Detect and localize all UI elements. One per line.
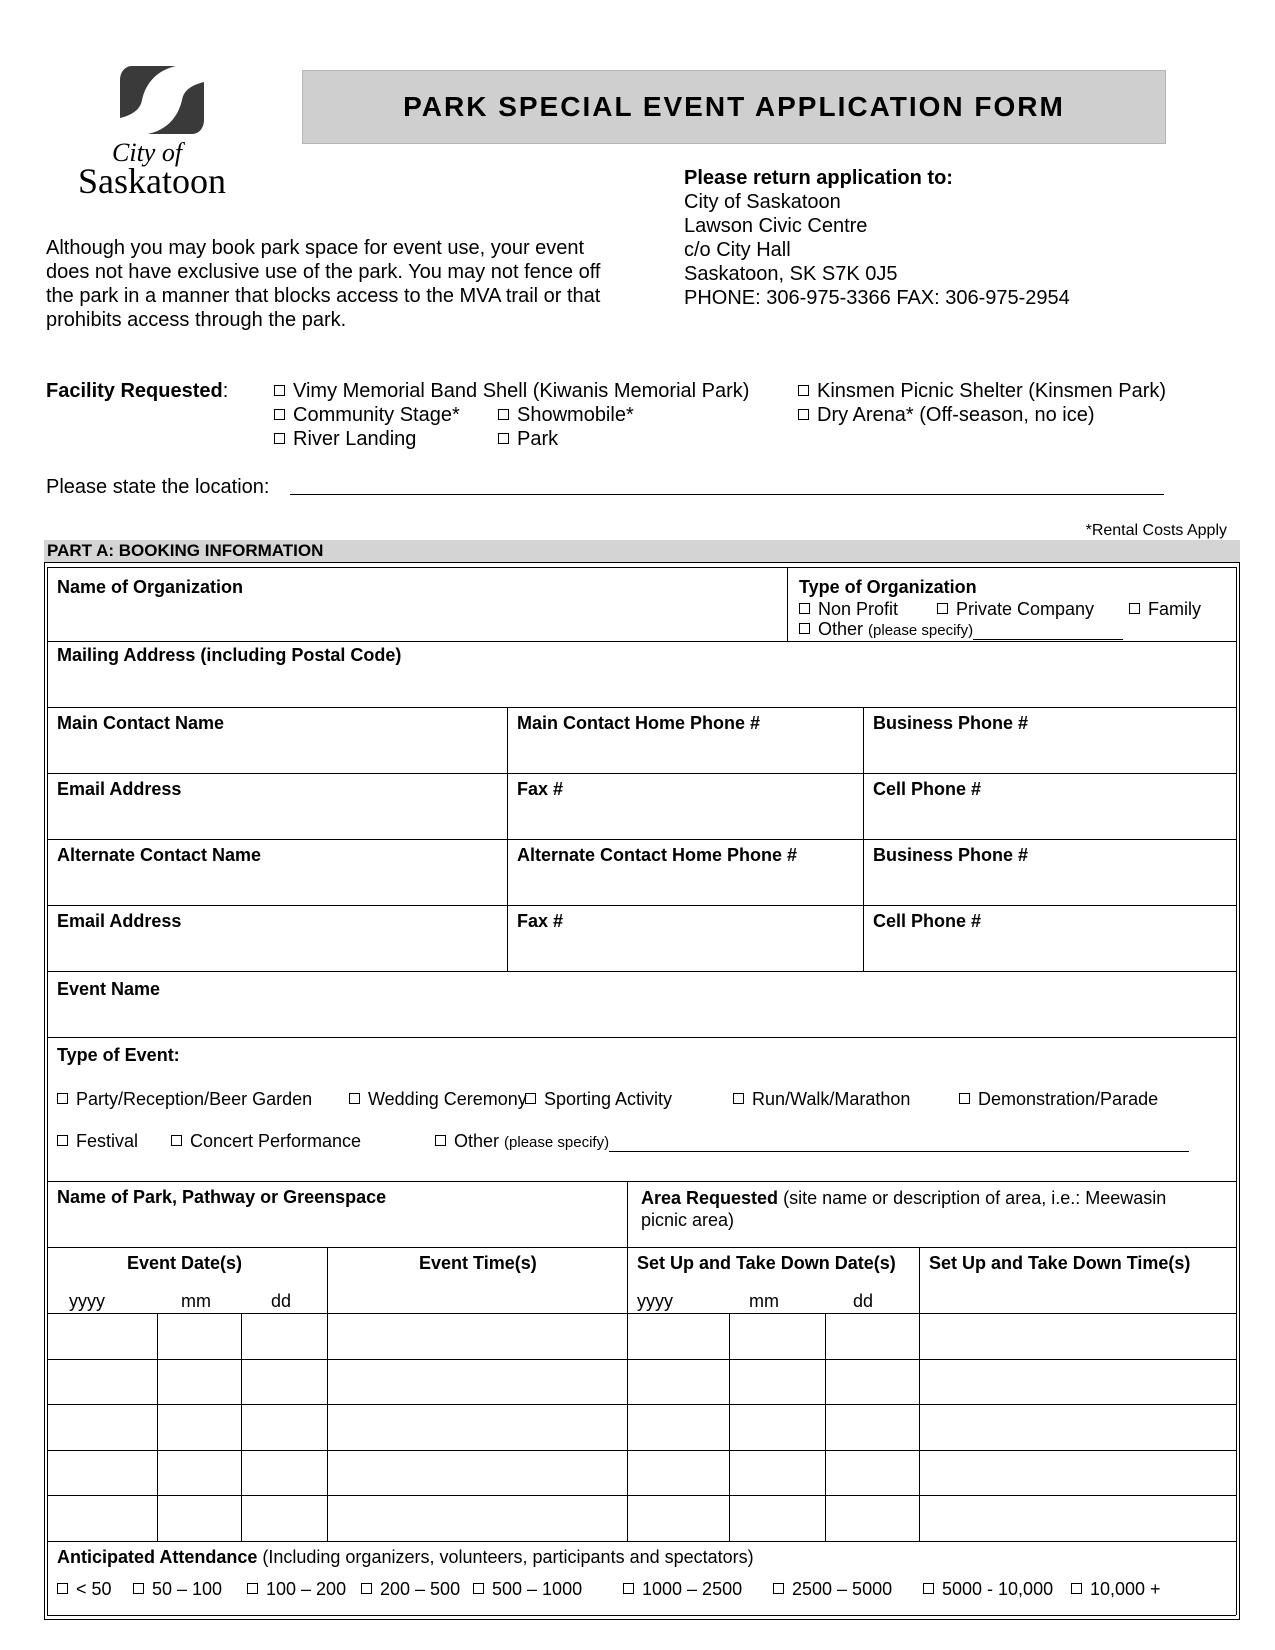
return-phone-fax: PHONE: 306-975-3366 FAX: 306-975-2954 (684, 287, 1070, 309)
checkbox-icon[interactable] (773, 1583, 784, 1594)
setup-dates-header: Set Up and Take Down Date(s) (637, 1253, 896, 1273)
checkbox-icon[interactable] (937, 603, 948, 614)
fax-label: Fax # (517, 911, 564, 931)
org-type-option[interactable]: Private Company (937, 599, 1094, 620)
rental-costs-note: *Rental Costs Apply (1085, 522, 1227, 539)
date-sub-yyyy: yyyy (69, 1291, 105, 1311)
facility-option[interactable]: Showmobile* (498, 404, 634, 427)
booking-form-table (44, 562, 1240, 1620)
org-type-option[interactable]: Non Profit (799, 599, 898, 620)
business-phone-label: Business Phone # (873, 845, 1029, 865)
park-name-label: Name of Park, Pathway or Greenspace (57, 1187, 387, 1207)
checkbox-icon[interactable] (799, 623, 810, 634)
facility-option[interactable]: Park (498, 428, 558, 451)
date-sub-mm: mm (181, 1291, 211, 1311)
checkbox-icon[interactable] (57, 1583, 68, 1594)
checkbox-icon[interactable] (274, 385, 285, 396)
checkbox-icon[interactable] (57, 1135, 68, 1146)
checkbox-icon[interactable] (473, 1583, 484, 1594)
cell-phone-label: Cell Phone # (873, 779, 982, 799)
main-contact-name-label: Main Contact Name (57, 713, 225, 733)
attendance-option[interactable]: 1000 – 2500 (623, 1579, 742, 1600)
checkbox-icon[interactable] (798, 385, 809, 396)
checkbox-icon[interactable] (171, 1135, 182, 1146)
mailing-address-label: Mailing Address (including Postal Code) (57, 645, 402, 665)
attendance-option[interactable]: 5000 - 10,000 (923, 1579, 1053, 1600)
checkbox-icon[interactable] (274, 409, 285, 420)
form-title: PARK SPECIAL EVENT APPLICATION FORM (302, 70, 1166, 144)
return-line: City of Saskatoon (684, 191, 841, 213)
org-name-label: Name of Organization (57, 577, 244, 597)
business-phone-label: Business Phone # (873, 713, 1029, 733)
return-address (684, 166, 1070, 310)
event-type-option[interactable]: Wedding Ceremony (349, 1089, 527, 1110)
attendance-option[interactable]: 200 – 500 (361, 1579, 460, 1600)
facility-label: Facility Requested: (46, 380, 229, 402)
checkbox-icon[interactable] (623, 1583, 634, 1594)
checkbox-icon[interactable] (133, 1583, 144, 1594)
checkbox-icon[interactable] (799, 603, 810, 614)
event-times-header: Event Time(s) (419, 1253, 537, 1273)
event-type-option[interactable]: Party/Reception/Beer Garden (57, 1089, 312, 1110)
checkbox-icon[interactable] (798, 409, 809, 420)
attendance-option[interactable]: 50 – 100 (133, 1579, 222, 1600)
checkbox-icon[interactable] (274, 433, 285, 444)
attendance-option[interactable]: 2500 – 5000 (773, 1579, 892, 1600)
checkbox-icon[interactable] (247, 1583, 258, 1594)
alternate-contact-home-phone-label: Alternate Contact Home Phone # (517, 845, 798, 865)
area-requested-label: Area Requested (site name or description of area, i.e.: Meewasin picnic area) (641, 1188, 1167, 1230)
event-type-other[interactable]: Other (please specify) (435, 1131, 1189, 1152)
facility-option[interactable]: Vimy Memorial Band Shell (Kiwanis Memorial Park) (274, 380, 749, 403)
date-sub-mm: mm (749, 1291, 779, 1311)
return-line: c/o City Hall (684, 239, 791, 261)
checkbox-icon[interactable] (959, 1093, 970, 1104)
email-address-label: Email Address (57, 779, 182, 799)
alternate-contact-name-label: Alternate Contact Name (57, 845, 262, 865)
logo-text-city-of: City of (112, 138, 183, 167)
facility-option[interactable]: River Landing (274, 428, 416, 451)
email-address-label: Email Address (57, 911, 182, 931)
event-name-label: Event Name (57, 979, 161, 999)
org-type-option[interactable]: Family (1129, 599, 1201, 620)
facility-option[interactable]: Kinsmen Picnic Shelter (Kinsmen Park) (798, 380, 1166, 403)
event-type-option[interactable]: Concert Performance (171, 1131, 361, 1152)
checkbox-icon[interactable] (435, 1135, 446, 1146)
attendance-label: Anticipated Attendance (Including organizers, volunteers, participants and spectators) (57, 1547, 754, 1567)
location-label: Please state the location: (46, 476, 270, 498)
checkbox-icon[interactable] (923, 1583, 934, 1594)
return-line: Saskatoon, SK S7K 0J5 (684, 263, 898, 285)
main-contact-home-phone-label: Main Contact Home Phone # (517, 713, 761, 733)
checkbox-icon[interactable] (1129, 603, 1140, 614)
event-type-option[interactable]: Sporting Activity (525, 1089, 672, 1110)
cell-phone-label: Cell Phone # (873, 911, 982, 931)
intro-text: Although you may book park space for event use, your event does not have exclusive use of the park. You may not fence off the park in a manner that blocks access to the MVA trail or that prohibits access through the park. (46, 237, 601, 331)
checkbox-icon[interactable] (349, 1093, 360, 1104)
facility-option[interactable]: Community Stage* (274, 404, 460, 427)
attendance-option[interactable]: 500 – 1000 (473, 1579, 582, 1600)
org-type-label: Type of Organization (799, 577, 977, 597)
date-sub-yyyy: yyyy (637, 1291, 673, 1311)
checkbox-icon[interactable] (57, 1093, 68, 1104)
event-dates-header: Event Date(s) (127, 1253, 243, 1273)
checkbox-icon[interactable] (525, 1093, 536, 1104)
checkbox-icon[interactable] (498, 433, 509, 444)
event-type-option[interactable]: Festival (57, 1131, 138, 1152)
date-sub-dd: dd (271, 1291, 292, 1311)
org-type-other[interactable]: Other (please specify) (799, 619, 1123, 640)
fax-label: Fax # (517, 779, 564, 799)
checkbox-icon[interactable] (1071, 1583, 1082, 1594)
attendance-option[interactable]: 10,000 + (1071, 1579, 1161, 1600)
return-line: Lawson Civic Centre (684, 215, 868, 237)
event-type-option[interactable]: Run/Walk/Marathon (733, 1089, 910, 1110)
return-heading: Please return application to: (684, 167, 953, 189)
attendance-option[interactable]: < 50 (57, 1579, 112, 1600)
setup-times-header: Set Up and Take Down Time(s) (929, 1253, 1191, 1273)
part-a-heading: PART A: BOOKING INFORMATION (44, 540, 1240, 562)
checkbox-icon[interactable] (733, 1093, 744, 1104)
facility-option[interactable]: Dry Arena* (Off-season, no ice) (798, 404, 1095, 427)
logo-text-saskatoon: Saskatoon (78, 161, 226, 201)
city-logo-icon (118, 60, 206, 140)
checkbox-icon[interactable] (498, 409, 509, 420)
location-input-line[interactable] (290, 494, 1164, 495)
date-sub-dd: dd (853, 1291, 874, 1311)
type-of-event-label: Type of Event: (57, 1045, 180, 1065)
attendance-option[interactable]: 100 – 200 (247, 1579, 346, 1600)
checkbox-icon[interactable] (361, 1583, 372, 1594)
event-type-option[interactable]: Demonstration/Parade (959, 1089, 1158, 1110)
